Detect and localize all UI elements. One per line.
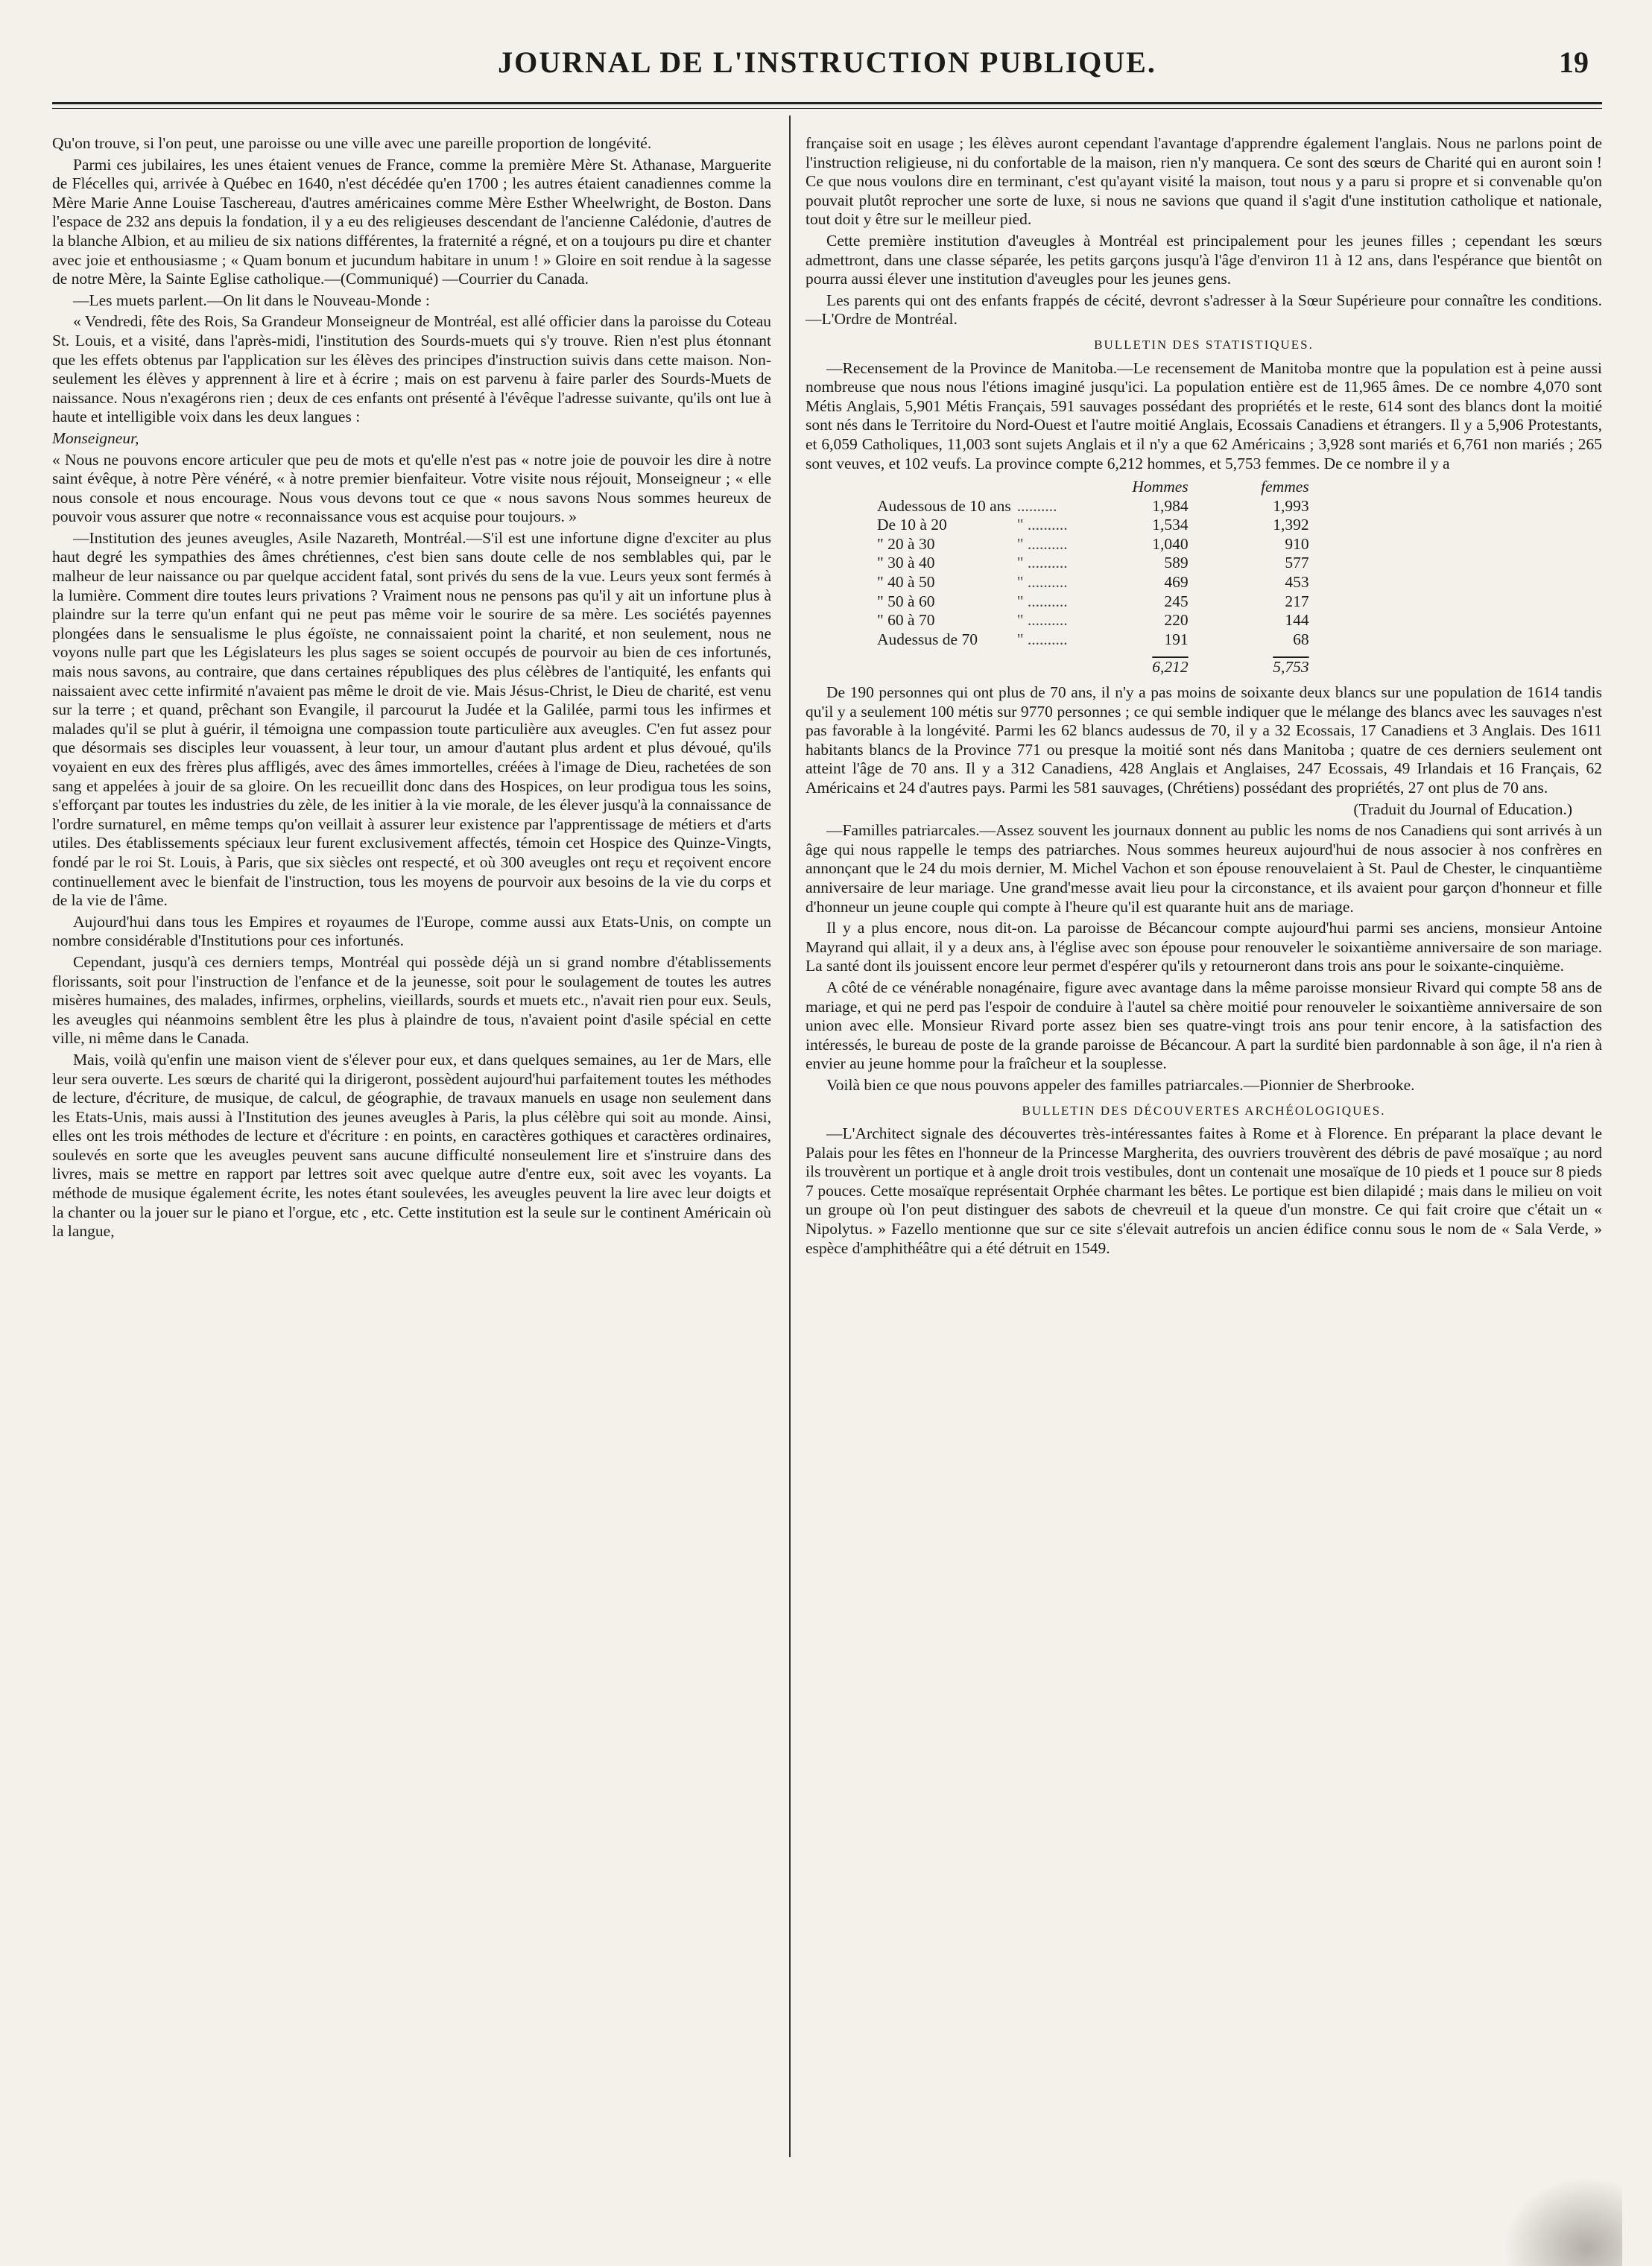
leader-dots: " .......... (1016, 534, 1068, 553)
header-rule (52, 102, 1602, 104)
attribution: (Traduit du Journal of Education.) (1353, 800, 1572, 818)
right-column (806, 134, 1602, 1260)
paragraph: « Vendredi, fête des Rois, Sa Grandeur Monseigneur de Montréal, est allé officier dans la paroisse du Coteau St. Louis, et a visité, dans l'après-midi, l'institution des Sourds-muets qui s'y trouve. Rien n'est plus étonnant que les effets obtenus par l'application sur les élèves des principes d'instruction suivis dans cette maison. Non-seulement les élèves y apprennent à lire et à écrire ; mais on est parvenu à faire parler des Sourds-Muets de naissance. Nous n'exagérons rien ; deux de ces enfants ont présenté à l'évêque l'adresse suivante, qu'ils ont lue à haute et intelligible voix dans les deux langues : (52, 312, 771, 426)
page-header (52, 39, 1602, 91)
leader-dots: " .......... (1016, 573, 1068, 592)
paragraph: Voilà bien ce que nous pouvons appeler des familles patriarcales.—Pionnier de Sherbrooke. (826, 1075, 1415, 1094)
column-header-hommes: Hommes (1132, 478, 1189, 496)
paragraph: Aujourd'hui dans tous les Empires et royaumes de l'Europe, comme aussi aux Etats-Unis, on compte un nombre considérable d'Institutions pour ces infortunés. (52, 912, 771, 950)
hommes-value: 191 (1164, 630, 1189, 648)
hommes-value: 469 (1164, 573, 1189, 592)
leader-dots: .......... (1016, 496, 1057, 515)
age-label: " 50 à 60 (877, 592, 935, 610)
age-label: De 10 à 20 (877, 516, 947, 534)
column-divider (789, 115, 791, 2157)
paper-stain (1503, 2177, 1622, 2266)
total-femmes: 5,753 (1273, 658, 1309, 677)
column-header-femmes: femmes (1261, 478, 1309, 496)
hommes-value: 1,984 (1152, 496, 1189, 515)
femmes-value: 68 (1293, 630, 1309, 648)
table-row (873, 611, 1314, 630)
paragraph: Mais, voilà qu'enfin une maison vient de s'élever pour eux, et dans quelques semaines, au 1er de Mars, elle leur sera ouverte. Les sœurs de charité qui la dirigeront, possèdent aujourd'hui parfaitement toutes les méthodes de lecture, d'écriture, de musique, de calcul, de géographie, de travaux manuels en usage non seulement dans les Etats-Unis, mais aussi à l'Institution des jeunes aveugles à Paris, la plus célèbre qui soit au monde. Ainsi, elles ont les trois méthodes de lecture et d'écriture : en points, en caractères gothiques et caractères ordinaires, soulevés en sorte que les aveugles peuvent sans aucune difficulté nonseulement lire et s'instruire dans des livres, mais se mettre en rapport par lettres soit avec quelque autre d'entre eux, soit avec les voyants. La méthode de musique également écrite, les notes étant soulevées, les aveugles peuvent la lire avec leur doigts et la chanter ou la jouer sur le piano et l'orgue, etc , etc. Cette institution est la seule sur le continent Américain où la langue, (52, 1050, 771, 1241)
femmes-value: 1,993 (1273, 496, 1309, 515)
age-label: " 40 à 50 (877, 573, 935, 592)
quoted-address: « Nous ne pouvons encore articuler que peu de mots et qu'elle n'est pas « notre joie de pouvoir les dire à notre saint évêque, à notre Père vénéré, « à notre premier bienfaiteur. Votre visite nous réjouit, Monseigneur ; « elle nous console et nous encourage. Nous vous devons tout ce que « nous savons Nous sommes heureux de pouvoir vous assurer que notre « reconnaissance vous est acquise pour toujours. » (52, 450, 771, 526)
paragraph: —Familles patriarcales.—Assez souvent les journaux donnent au public les noms de nos Canadiens qui sont arrivés à un âge qui nous rappelle le temps des patriarches. Nous sommes heureux aujourd'hui de nous associer à nos confrères en annonçant que le 24 du mois dernier, M. Michel Vachon et son épouse renouvelaient à St. Paul de Chester, le cinquantième anniversaire de leur mariage. Une grand'messe avait lieu pour la circonstance, et ils avaient pour garçon d'honneur et fille d'honneur un jeune couple qui compte à l'heure qu'il est quarante huit ans de mariage. (806, 821, 1602, 916)
table-header-row (873, 478, 1314, 497)
femmes-value: 577 (1285, 554, 1309, 572)
table-total-row (873, 649, 1314, 677)
hommes-value: 589 (1164, 554, 1189, 572)
paragraph: Les parents qui ont des enfants frappés de cécité, devront s'adresser à la Sœur Supérieure pour connaître les conditions.—L'Ordre de Montréal. (806, 291, 1602, 329)
femmes-value: 1,392 (1273, 516, 1309, 534)
leader-dots: " .......... (1016, 611, 1068, 630)
age-label: Audessous de 10 ans (877, 496, 1011, 515)
age-label: Audessus de 70 (877, 630, 978, 648)
running-title: JOURNAL DE L'INSTRUCTION PUBLIQUE. (498, 45, 1156, 79)
page-number: 19 (1559, 45, 1589, 79)
table-row (873, 497, 1314, 516)
salutation: Monseigneur, (52, 428, 139, 447)
paragraph: Cependant, jusqu'à ces derniers temps, Montréal qui possède déjà un si grand nombre d'établissements florissants, soit pour l'instruction de l'enfance et de la jeunesse, soit pour le soulagement de toutes les autres misères humaines, des malades, infirmes, orphelins, vieillards, sourds et muets etc., n'avait rien pour eux. Seuls, les aveugles qui néanmoins semblent être les plus à plaindre de tous, n'avaient point d'asile spécial en cette ville, ni même dans le Canada. (52, 952, 771, 1048)
femmes-value: 144 (1285, 611, 1309, 630)
table-row (873, 592, 1314, 612)
header-rule-thin (52, 108, 1602, 109)
hommes-value: 245 (1164, 592, 1189, 610)
age-label: " 30 à 40 (877, 554, 935, 572)
paragraph: française soit en usage ; les élèves auront cependant l'avantage d'apprendre également l'anglais. Nous ne parlons point de l'instruction religieuse, ni du confortable de la maison, rien n'y manquera. Ce sont des sœurs de Charité qui en auront soin ! Ce que nous voulons dire en terminant, c'est qu'ayant visité la maison, tout nous y a paru si propre et si convenable qu'on pouvait plutôt reprocher une sorte de luxe, si nous ne savions que quand il s'agit d'une institution catholique et nationale, tout doit y être sur le meilleur pied. (806, 134, 1602, 229)
femmes-value: 217 (1285, 592, 1309, 610)
left-column (52, 134, 771, 1244)
table-row (873, 554, 1314, 573)
table-row (873, 535, 1314, 554)
age-label: " 20 à 30 (877, 534, 935, 553)
paragraph: De 190 personnes qui ont plus de 70 ans, il n'y a pas moins de soixante deux blancs sur une population de 1614 tandis qu'il y a seulement 100 métis sur 9770 personnes ; ce qui semble indiquer que le mélange des blancs avec les sauvages n'est pas favorable à la longévité. Parmi les 62 blancs audessus de 70, il y a 32 Ecossais, 17 Canadiens et 3 Anglais. Des 1611 habitants blancs de la Province 771 ou presque la moitié sont nés dans Manitoba ; quatre de ces derniers seulement ont atteint l'âge de 70 ans. Il y a 312 Canadiens, 428 Anglais et Anglaises, 247 Ecossais, 49 Irlandais et 16 Français, 62 Américains et 24 d'autres pays. Parmi les 581 sauvages, (Chrétiens) possédant des propriétés, 27 ont plus de 70 ans. (806, 683, 1602, 797)
paragraph: Parmi ces jubilaires, les unes étaient venues de France, comme la première Mère St. Athanase, Marguerite de Flécelles qui, arrivée à Québec en 1640, n'est décédée qu'en 1700 ; les autres étaient canadiennes comme la Mère Marie Anne Louise Taschereau, d'autres américaines comme Mère Esther Wheelwright, de Boston. Dans l'espace de 232 ans depuis la fondation, il y a eu des religieuses descendant de l'ancienne Calédonie, d'autres de la blanche Albion, et au milieu de six nations différentes, la fraternité a régné, et on a toujours pu dire et chanter avec joie et enthousiasme ; « Quam bonum et jucundum habitare in unum ! » Gloire en soit rendue à la sagesse de notre Mère, la Sainte Eglise catholique.—(Communiqué) —Courrier du Canada. (52, 155, 771, 288)
table-row (873, 573, 1314, 592)
leader-dots: " .......... (1016, 592, 1068, 610)
hommes-value: 220 (1164, 611, 1189, 630)
paragraph: Qu'on trouve, si l'on peut, une paroisse ou une ville avec une pareille proportion de longévité. (52, 134, 652, 152)
paragraph: Cette première institution d'aveugles à Montréal est principalement pour les jeunes filles ; cependant les sœurs admettront, dans une classe séparée, les petits garçons jusqu'à l'âge d'environ 11 à 12 ans, dans l'espérance que bientôt on pourra aussi élever une institution d'aveugles pour les jeunes gens. (806, 231, 1602, 288)
section-heading: BULLETIN DES DÉCOUVERTES ARCHÉOLOGIQUES. (1022, 1103, 1386, 1118)
femmes-value: 453 (1285, 573, 1309, 592)
hommes-value: 1,534 (1152, 516, 1189, 534)
hommes-value: 1,040 (1152, 534, 1189, 553)
leader-dots: " .......... (1016, 554, 1068, 572)
leader-dots: " .......... (1016, 516, 1068, 534)
paragraph: Il y a plus encore, nous dit-on. La paroisse de Bécancour compte aujourd'hui parmi ses anciens, monsieur Antoine Mayrand qui allait, il y a deux ans, à l'église avec son épouse pour renouveler le soixantième anniversaire de son mariage. La santé dont ils jouissent encore leur permet d'espérer qu'ils y retourneront dans trois ans pour le soixante-cinquième. (806, 919, 1602, 975)
age-label: " 60 à 70 (877, 611, 935, 630)
paragraph: —Recensement de la Province de Manitoba.—Le recensement de Manitoba montre que la population est à peine aussi nombreuse que nous nous l'étions imaginé jusqu'ici. La population entière est de 11,965 âmes. De ce nombre 4,070 sont Métis Anglais, 5,901 Métis Français, 591 sauvages possédant des propriétés et le reste, 614 sont des blancs dont la moitié sont nés dans le Territoire du Nord-Ouest et l'autre moitié Anglais, Ecossais Canadiens et étrangers. Il y a 5,906 Protestants, et 6,059 Catholiques, 11,003 sont sujets Anglais et il n'y a que 62 Américains ; 3,928 sont mariés et 6,761 non mariés ; 265 sont veuves, et 102 veufs. La province compte 6,212 hommes, et 5,753 femmes. De ce nombre il y a (806, 358, 1602, 472)
table-row (873, 630, 1314, 650)
femmes-value: 910 (1285, 534, 1309, 553)
paragraph: —L'Architect signale des découvertes très-intéressantes faites à Rome et à Florence. En préparant la place devant le Palais pour les fêtes en l'honneur de la Princesse Margherita, des ouvriers trouvèrent des débris de pavé mosaïque ; au nord ils trouvèrent un portique et à angle droit trois vestibules, dont un contenait une mosaïque de 10 pieds et 1 pouce sur 8 pieds 7 pouces. Cette mosaïque représentait Orphée charmant les bêtes. Le portique est bien dilapidé ; mais dans le milieu on voit un groupe où l'on peut distinguer des sabots de chevreuil et la queue d'un monstre. Ce qui fait croire que c'était un « Nipolytus. » Fazello mentionne que sur ce site s'élevait autrefois un ancien édifice connu sous le nom de « Sala Verde, » espèce d'amphithéâtre qui a été détruit en 1549. (806, 1124, 1602, 1257)
total-hommes: 6,212 (1152, 658, 1189, 677)
table-row (873, 516, 1314, 535)
paragraph: —Institution des jeunes aveugles, Asile Nazareth, Montréal.—S'il est une infortune digne d'exciter au plus haut degré les sympathies des âmes chrétiennes, c'est bien sans doute celle de nos semblables qui, par le malheur de leur naissance ou par quelque accident fatal, sont privés du sens de la vue. Leurs yeux sont fermés à la lumière. Comment dire toutes leurs privations ? Vraiment nous ne pensons pas qu'il y ait un infortune plus à plaindre sur la terre qu'un enfant qui ne peut pas même voir le sourire de sa mère. Les sociétés payennes plongées dans le sensualisme le plus égoïste, ne connaissaient point la charité, et non seulement, nous ne voyons nulle part que les Législateurs les plus sages se soient occupés de pourvoir au bien de ces infortunés, mais nous savons, au contraire, que dans certaines républiques des plus célèbres de l'antiquité, les enfants qui naissaient avec cette infirmité n'avaient pas même le droit de vie. Mais Jésus-Christ, le Dieu de charité, est venu sur la terre ; et quand, prêchant son Evangile, il parcourut la Judée et la Galilée, parmi tous les infirmes et malades qu'il se plut à guérir, il témoigna une compassion toute particulière aux aveugles. C'en fut assez pour que désormais ses disciples leur vouassent, à leur tour, un amour d'autant plus ardent et plus dévoué, qu'ils voyaient en eux des frères plus affligés, avec des âmes immortelles, créées à l'image de Dieu, rachetées de son sang et appelées à jouir de sa gloire. On les recueillit donc dans des Hospices, on leur prodigua tous les soins, s'efforçant par toutes les industries du zèle, de les initier à la vie morale, de les élever jusqu'à la connaissance de l'ordre surnaturel, en même temps qu'on veillait à assurer leur existence par l'apprentissage de métiers et d'arts utiles. Des établissements spéciaux leur furent exclusivement affectés, témoin cet Hospice des Quinze-Vingts, fondé par le roi St. Louis, à Paris, que six siècles ont respecté, et où 300 aveugles ont reçu et reçoivent encore continuellement avec le bienfait de l'instruction, tous les moyens de pourvoir aux besoins de la vie du corps et de la vie de l'âme. (52, 528, 771, 910)
leader-dots: " .......... (1016, 630, 1068, 648)
paragraph: —Les muets parlent.—On lit dans le Nouveau-Monde : (73, 291, 430, 309)
census-table (873, 478, 1314, 677)
section-heading: BULLETIN DES STATISTIQUES. (1094, 337, 1314, 352)
paragraph: A côté de ce vénérable nonagénaire, figure avec avantage dans la même paroisse monsieur Rivard qui compte 58 ans de mariage, et qui ne perd pas l'espoir de conduire à l'autel sa chère moitié pour renouveler le soixantième anniversaire de son union avec elle. Monsieur Rivard porte assez bien ses quatre-vingt trois ans pour tenir encore, à la satisfaction des intéressés, le bureau de poste de la grande paroisse de Bécancour. A part la surdité bien pardonnable à son âge, il n'a rien à envier au jeune homme pour la fraîcheur et la souplesse. (806, 978, 1602, 1073)
